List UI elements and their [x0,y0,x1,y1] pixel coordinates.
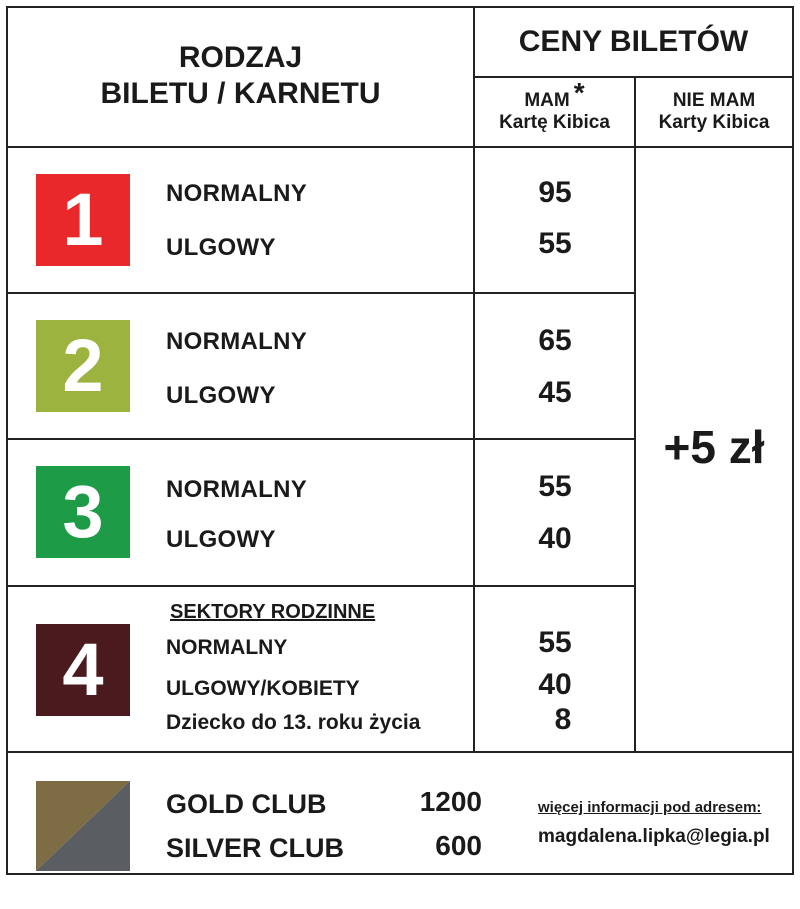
divider-sector-2 [6,438,635,440]
frame-bottom [6,873,794,875]
sector-1-row-2-price: 55 [538,227,572,260]
sector-1-row-1-label: NORMALNY [166,180,308,207]
sector-2-row-1-label: NORMALNY [166,328,308,355]
silver-club-label: SILVER CLUB [166,833,345,863]
sector-4-row-2-label: ULGOWY/KOBIETY [166,677,360,700]
sector-4-row-3-price: 8 [554,703,572,736]
sector-4-row-2-price: 40 [538,668,572,701]
surcharge-text: +5 zł [663,421,765,473]
sector-badge-1: 1 [36,174,130,266]
frame-top [6,6,794,8]
sector-4-row-1-label: NORMALNY [166,636,288,659]
frame-right [792,6,794,875]
col-have-line1: MAM [524,90,570,111]
col-nohave-line2: Karty Kibica [658,112,770,133]
divider-sector-1 [6,292,635,294]
prices-title: CENY BILETÓW [518,25,749,58]
gold-club-price: 1200 [419,786,482,817]
frame-left [6,6,8,875]
sector-2-row-2-price: 45 [538,376,572,409]
gold-silver-swatch [36,781,130,871]
type-title-line1: RODZAJ [178,41,303,74]
type-title-line2: BILETU / KARNETU [100,77,381,110]
sector-2-row-1-price: 65 [538,324,572,357]
sector-3-row-2-label: ULGOWY [166,526,276,553]
silver-club-price: 600 [435,830,482,861]
type-title [8,40,473,112]
sector-1-row-1-price: 95 [538,176,572,209]
sector-badge-3: 3 [36,466,130,558]
asterisk-mark: * [573,77,585,108]
sector-3-row-2-price: 40 [538,522,572,555]
sector-3-row-1-price: 55 [538,470,572,503]
divider-header [6,146,794,148]
divider-have-nohave [634,77,636,753]
sector-badge-4: 4 [36,624,130,716]
col-have-line2: Kartę Kibica [499,112,610,133]
divider-clubs [6,751,794,753]
info-caption: więcej informacji pod adresem: [538,799,762,816]
gold-club-label: GOLD CLUB [166,789,327,819]
sector-4-row-3-label: Dziecko do 13. roku życia [166,711,421,734]
sector-4-row-1-price: 55 [538,626,572,659]
sector-1-row-2-label: ULGOWY [166,234,276,261]
col-header-no-card [636,90,792,134]
divider-prices-title [473,76,794,78]
contact-email[interactable]: magdalena.lipka@legia.pl [538,826,770,847]
col-nohave-line1: NIE MAM [672,90,756,111]
sector-3-row-1-label: NORMALNY [166,476,308,503]
sector-badge-2: 2 [36,320,130,412]
sector-4-subtitle: SEKTORY RODZINNE [170,601,376,623]
divider-sector-3 [6,585,635,587]
col-header-have-card [475,77,634,134]
sector-2-row-2-label: ULGOWY [166,382,276,409]
